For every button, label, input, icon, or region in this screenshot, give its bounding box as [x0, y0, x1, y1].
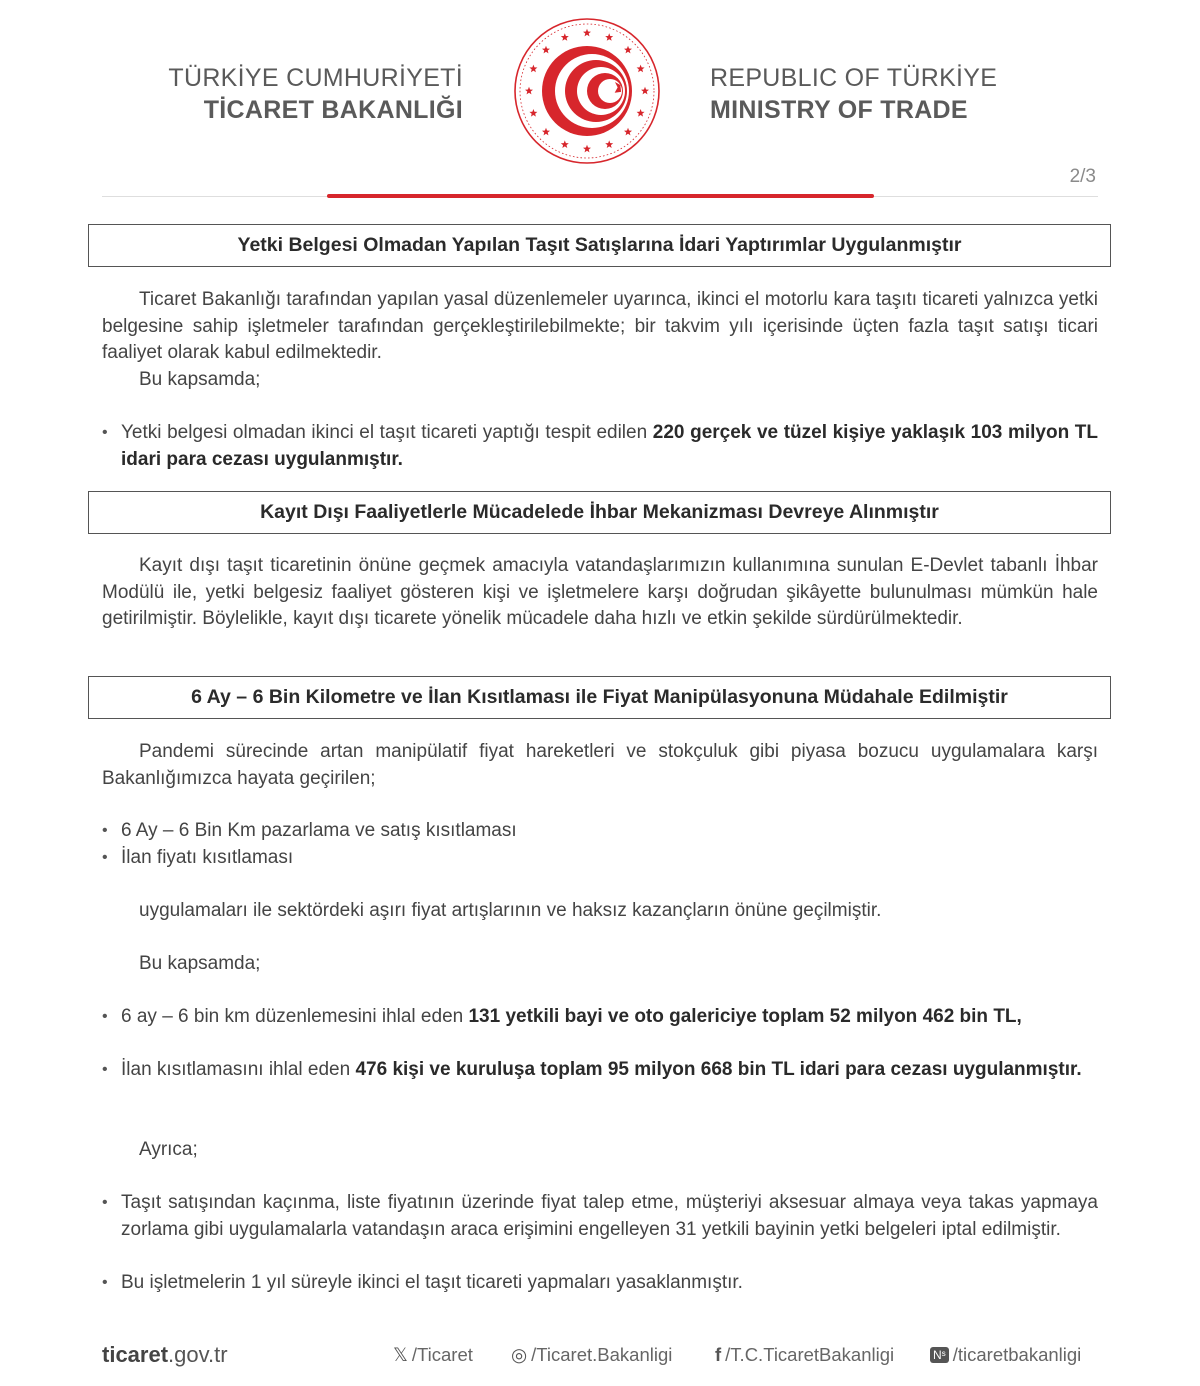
site-rest: .gov.tr: [168, 1342, 228, 1367]
footer: [0, 1336, 1200, 1376]
section-3-after-list: uygulamaları ile sektördeki aşırı fiyat artışlarının ve haksız kazançların önüne geçilmiştir.: [139, 900, 882, 921]
social-x[interactable]: [393, 1344, 473, 1366]
logo-star: [561, 33, 569, 41]
header-accent-line: [327, 194, 874, 198]
section-2-title: Kayıt Dışı Faaliyetlerle Mücadelede İhbar Mekanizması Devreye Alınmıştır: [88, 491, 1111, 534]
social-instagram[interactable]: [511, 1344, 672, 1366]
section-3-also-item-2: • Bu işletmelerin 1 yıl süreyle ikinci el taşıt ticareti yapmaları yasaklanmıştır.: [121, 1270, 1098, 1297]
section-1-bullet: [121, 420, 1098, 473]
header-turkish: [168, 62, 463, 126]
site-bold: ticaret: [102, 1342, 169, 1367]
social-facebook-handle: /T.C.TicaretBakanligi: [725, 1344, 895, 1365]
logo-star: [542, 128, 550, 136]
bullet-text: Yetki belgesi olmadan ikinci el taşıt ticareti yaptığı tespit edilen: [121, 422, 653, 443]
section-3-lead: Bu kapsamda;: [139, 953, 261, 974]
website-link[interactable]: [102, 1342, 228, 1368]
letterhead: [0, 0, 1200, 200]
social-nsosyal[interactable]: [930, 1344, 1081, 1366]
section-3-also-item-1: • Taşıt satışından kaçınma, liste fiyatının üzerinde fiyat talep etme, müşteriyi aksesuar almaya veya takas yapmaya zorlama gibi uygulamalarla vatandaşın araca erişimini engelleyen 31 yetkili bayinin yetki belgeleri iptal edilmiştir.: [121, 1190, 1098, 1243]
penalty-2-text: İlan kısıtlamasını ihlal eden: [121, 1059, 356, 1080]
logo-star: [583, 29, 591, 37]
section-3-also-lead: Ayrıca;: [139, 1139, 198, 1160]
logo-star: [561, 140, 569, 148]
section-3-title: 6 Ay – 6 Bin Kilometre ve İlan Kısıtlaması ile Fiyat Manipülasyonuna Müdahale Edilmiştir: [88, 676, 1111, 719]
logo-star: [641, 87, 649, 95]
logo-star: [624, 128, 632, 136]
penalty-1-text: 6 ay – 6 bin km düzenlemesini ihlal eden: [121, 1006, 469, 1027]
section-3-list-item-2: • İlan fiyatı kısıtlaması: [121, 845, 1098, 872]
penalty-2-bold-text: 476 kişi ve kuruluşa toplam 95 milyon 668 bin TL idari para cezası uygulanmıştır.: [355, 1059, 1082, 1080]
logo-star: [525, 87, 533, 95]
section-1-title: Yetki Belgesi Olmadan Yapılan Taşıt Satışlarına İdari Yaptırımlar Uygulanmıştır: [88, 224, 1111, 267]
x-icon: 𝕏: [393, 1344, 408, 1365]
section-3-penalty-2: [121, 1057, 1098, 1084]
logo-star: [637, 109, 645, 117]
logo-star: [529, 65, 537, 73]
social-x-handle: /Ticaret: [411, 1344, 473, 1365]
nsosyal-icon: Nˢ: [930, 1347, 949, 1363]
logo-star: [583, 145, 591, 153]
section-2-body: Kayıt dışı taşıt ticaretinin önüne geçmek amacıyla vatandaşlarımızın kullanımına sunulan E-Devlet tabanlı İhbar Modülü ile, yetki belgesiz faaliyet gösteren kişi ve işletmelere karşı doğrudan şikâyette bulunulması mümkün hale getirilmiştir. Böylelikle, kayıt dışı ticarete yönelik mücadele daha hızlı ve etkin şekilde sürdürülmektedir.: [102, 555, 1098, 629]
header-english: [710, 62, 997, 126]
bullet-bold-text: 220 gerçek ve tüzel kişiye yaklaşık 103 milyon TL idari para cezası uygulanmıştır.: [121, 422, 1099, 470]
logo-star: [529, 109, 537, 117]
section-3-intro: Pandemi sürecinde artan manipülatif fiyat hareketleri ve stokçuluk gibi piyasa bozucu uygulamalara karşı Bakanlığımızca hayata geçirilen;: [102, 741, 1098, 789]
penalty-1-bold-text: 131 yetkili bayi ve oto galericiye toplam 52 milyon 462 bin TL,: [468, 1006, 1022, 1027]
instagram-icon: ◎: [511, 1344, 528, 1365]
header-en-line2: MINISTRY OF TRADE: [710, 96, 968, 124]
header-tr-line1: TÜRKİYE CUMHURİYETİ: [168, 64, 463, 92]
logo-star: [624, 46, 632, 54]
social-instagram-handle: /Ticaret.Bakanligi: [531, 1344, 673, 1365]
logo-star: [605, 140, 613, 148]
section-3-list-item-1: • 6 Ay – 6 Bin Km pazarlama ve satış kısıtlaması: [121, 818, 1098, 845]
facebook-icon: f: [715, 1344, 722, 1365]
logo-star: [605, 33, 613, 41]
social-nsosyal-handle: /ticaretbakanligi: [952, 1344, 1082, 1365]
section-1-intro: Ticaret Bakanlığı tarafından yapılan yasal düzenlemeler uyarınca, ikinci el motorlu kara taşıtı ticareti yalnızca yetki belgesine sahip işletmeler tarafından gerçekleştirilebilmekte; bir takvim yılı içerisinde üçten fazla taşıt satışı ticari faaliyet olarak kabul edilmektedir.: [102, 289, 1098, 363]
section-1-lead: Bu kapsamda;: [139, 369, 261, 390]
header-tr-line2: TİCARET BAKANLIĞI: [203, 96, 463, 124]
logo-star: [637, 65, 645, 73]
social-facebook[interactable]: [715, 1344, 894, 1366]
section-3-penalty-1: [121, 1004, 1098, 1031]
page-number: 2/3: [1069, 166, 1096, 187]
logo-star: [542, 46, 550, 54]
header-en-line1: REPUBLIC OF TÜRKİYE: [710, 64, 998, 92]
ministry-logo-icon: [512, 16, 662, 166]
